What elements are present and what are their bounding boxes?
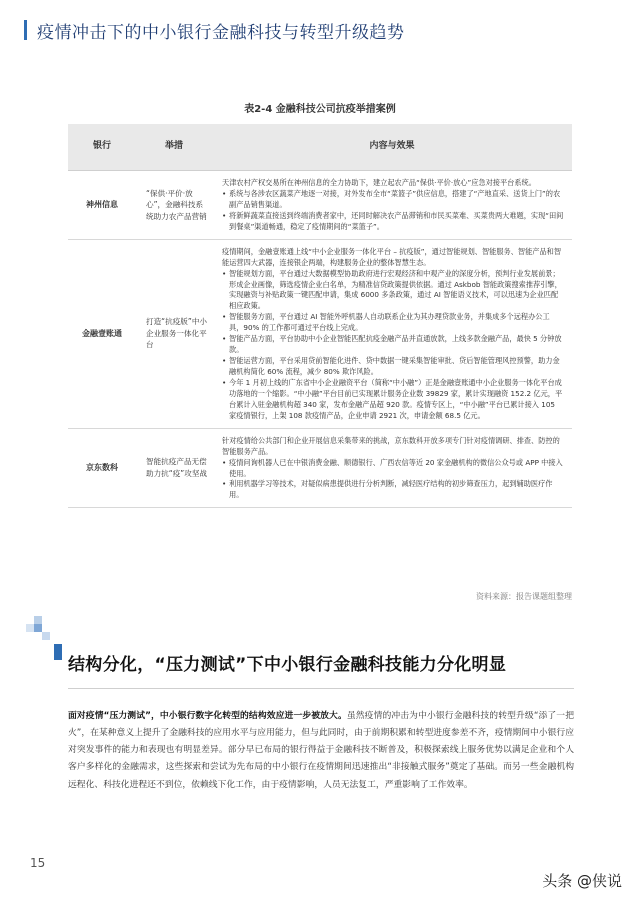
content-bullet: • 将新鲜蔬菜直接送到终端消费者家中，还同时解决农产品滞销和市民买菜难、买菜贵两大难题，实现“田间到餐桌”渠道畅通，稳定了疫情期间的“菜篮子”。	[222, 211, 564, 233]
content-intro: 疫情期间，金融壹账通上线“中小企业服务一体化平台 – 抗疫版”，通过智能规划、智能服务、智能产品和智能运营四大武器，连接银企两端，构建服务企业的整体智慧生态。	[222, 246, 562, 267]
section-decoration	[22, 616, 62, 660]
section-divider	[68, 688, 574, 689]
content-bullet: • 智能规划方面，平台通过大数据模型协助政府进行宏观经济和中观产业的深度分析，预判行业发展前景；形成企业画像，筛选疫情企业白名单，为精准信贷政策提供依据。通过 Askbob 智能政策搜索推荐引擎，实现融资与补贴政策一键匹配申请，集成 6000 多条政策，通过 AI 智能语义技术，可以迅速为企业匹配相应政策。	[222, 269, 564, 313]
measure-cell: “保供·平价·放心”，金融科技系统助力农产品营销	[136, 171, 212, 240]
content-bullet: • 智能服务方面，平台通过 AI 智能外呼机器人自动联系企业为其办理贷款业务，并集成多个远程办公工具，90% 的工作都可通过平台线上完成。	[222, 312, 564, 334]
content-bullet: • 智能运营方面，平台采用贷前智能化进件、贷中数据一键采集智能审批、贷后智能管理风控预警，助力金融机构简化 60% 流程，减少 80% 欺诈风险。	[222, 356, 564, 378]
section-body-text: 虽然疫情的冲击为中小银行金融科技的转型升级“添了一把火”，在某种意义上提升了金融科技的应用水平与应用能力，但与此同时，由于前期积累和转型进度参差不齐，疫情期间中小银行应对突发事件的能力和表现也有明显差异。部分早已布局的银行得益于金融科技不断普及，积极探索线上服务优势以满足企业和个人客户多样化的金融需求，这些探索和尝试为先布局的中小银行在疫情期间迅速推出“非接触式服务”奠定了基础。而另一些金融机构远程化、科技化进程还不到位，依赖线下化工作，由于疫情影响，人员无法复工，严重影响了工作效率。	[68, 711, 574, 790]
content-intro: 针对疫情给公共部门和企业开展信息采集带来的挑战，京东数科开放多项专门针对疫情调研、排查、防控的智能服务产品。	[222, 435, 560, 456]
table-source-note: 资料来源：报告课题组整理	[476, 592, 572, 601]
content-bullet: • 疫情问询机器人已在中银消费金融、顺德银行、广西农信等近 20 家金融机构的微信公众号或 APP 中接入使用。	[222, 458, 564, 480]
watermark: 头条 @侠说	[542, 872, 622, 890]
page-number: 15	[30, 856, 46, 870]
table-row	[68, 428, 572, 508]
header-title: 疫情冲击下的中小银行金融科技与转型升级趋势	[37, 22, 405, 43]
section-title: 结构分化，“压力测试”下中小银行金融科技能力分化明显	[68, 655, 507, 675]
content-bullets	[222, 269, 564, 422]
bank-cell: 神州信息	[68, 171, 136, 240]
content-bullets	[222, 189, 564, 233]
content-intro: 天津农村产权交易所在神州信息的全力协助下，建立起农产品“保供·平价·放心”应急对接平台系统。	[222, 178, 536, 187]
column-header-bank: 银行	[68, 124, 136, 171]
bank-cell: 京东数科	[68, 428, 136, 508]
content-cell	[212, 428, 572, 508]
table-caption: 表2-4 金融科技公司抗疫举措案例	[244, 104, 396, 115]
column-header-content: 内容与效果	[212, 124, 572, 171]
header-accent-bar	[24, 20, 27, 40]
table-row	[68, 171, 572, 240]
column-header-measure: 举措	[136, 124, 212, 171]
measure-cell: 打造“抗疫版”中小企业服务一体化平台	[136, 239, 212, 428]
section-lead: 面对疫情“压力测试”，中小银行数字化转型的结构效应进一步被放大。	[68, 711, 347, 721]
content-cell	[212, 171, 572, 240]
content-bullet: • 今年 1 月初上线的广东省中小企业融资平台（简称“中小融”）正是金融壹账通中小企业服务一体化平台成功落地的一个缩影。“中小融”平台目前已实现累计服务企业数 39829 家，累计实现融资 152.2 亿元，平台累计入驻金融机构超 340 家，发布金融产品超 920 款。疫情专区上，“中小融”平台已累计接入 105 家疫情银行，上架 108 款疫情产品，企业申请 2921 次，申请金额 68.5 亿元。	[222, 378, 564, 422]
content-bullet: • 利用机器学习等技术，对疑似病患提供进行分析判断，减轻医疗结构的初步筛查压力，起到辅助医疗作用。	[222, 479, 564, 501]
content-bullet: • 智能产品方面，平台协助中小企业智能匹配抗疫金融产品并直通放款，上线多款金融产品，最快 5 分钟放款。	[222, 334, 564, 356]
table-row	[68, 239, 572, 428]
content-bullets	[222, 458, 564, 502]
measure-cell: 智能抗疫产品无偿助力抗“疫”攻坚战	[136, 428, 212, 508]
case-table	[68, 124, 572, 508]
running-header	[24, 18, 405, 42]
table-header-row	[68, 124, 572, 171]
bank-cell: 金融壹账通	[68, 239, 136, 428]
content-bullet: • 系统与各涉农区蔬菜产地逐一对接，对外发布全市“菜篮子”供应信息，搭建了“产地直采、送货上门”的农副产品销售渠道。	[222, 189, 564, 211]
content-cell	[212, 239, 572, 428]
section-body	[68, 708, 574, 794]
